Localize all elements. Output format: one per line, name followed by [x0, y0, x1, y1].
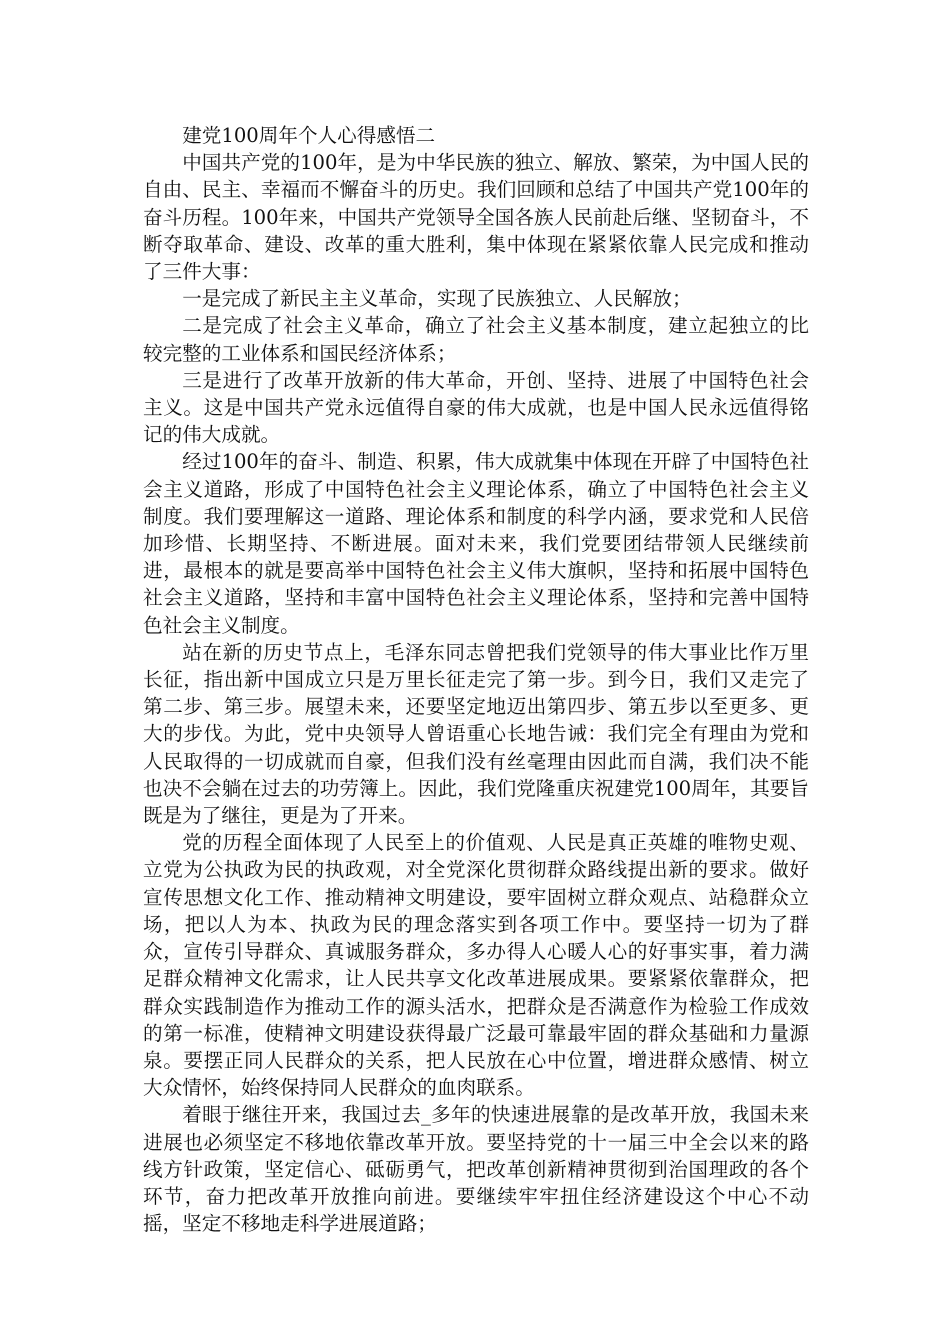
- paragraph-second-event: 二是完成了社会主义革命，确立了社会主义基本制度，建立起独立的比较完整的工业体系和国民经济体系；: [143, 314, 809, 365]
- paragraph-long-march: 站在新的历史节点上，毛泽东同志曾把我们党领导的伟大事业比作万里长征，指出新中国成立只是万里长征走完了第一步。到今日，我们又走完了第二步、第三步。展望未来，还要坚定地迈出第四步、第五步以至更多、更大的步伐。为此，党中央领导人曾语重心长地告诫：我们完全有理由为党和人民取得的一切成就而自豪，但我们没有丝毫理由因此而自满，我们决不能也决不会躺在过去的功劳簿上。因此，我们党隆重庆祝建党100周年，其要旨既是为了继往，更是为了开来。: [143, 640, 809, 828]
- paragraph-people: 党的历程全面体现了人民至上的价值观、人民是真正英雄的唯物史观、立党为公执政为民的执政观，对全党深化贯彻群众路线提出新的要求。做好宣传思想文化工作、推动精神文明建设，要牢固树立群众观点、站稳群众立场，把以人为本、执政为民的理念落实到各项工作中。要坚持一切为了群众，宣传引导群众、真诚服务群众，多办得人心暖人心的好事实事，着力满足群众精神文化需求，让人民共享文化改革进展成果。要紧紧依靠群众，把群众实践制造作为推动工作的源头活水，把群众是否满意作为检验工作成效的第一标准，使精神文明建设获得最广泛最可靠最牢固的群众基础和力量源泉。要摆正同人民群众的关系，把人民放在心中位置，增进群众感情、树立大众情怀，始终保持同人民群众的血肉联系。: [143, 831, 809, 1100]
- paragraph-first-event: 一是完成了新民主主义革命，实现了民族独立、人民解放；: [182, 287, 692, 311]
- document-body: [143, 122, 809, 1237]
- paragraph-achievements: 经过100年的奋斗、制造、积累，伟大成就集中体现在开辟了中国特色社会主义道路，形成了中国特色社会主义理论体系，确立了中国特色社会主义制度。我们要理解这一道路、理论体系和制度的科学内涵，要求党和人民倍加珍惜、长期坚持、不断进展。面对未来，我们党要团结带领人民继续前进，最根本的就是要高举中国特色社会主义伟大旗帜，坚持和拓展中国特色社会主义道路，坚持和丰富中国特色社会主义理论体系，坚持和完善中国特色社会主义制度。: [143, 450, 809, 637]
- paragraph-reform: 着眼于继往开来，我国过去_多年的快速进展靠的是改革开放，我国未来进展也必须坚定不移地依靠改革开放。要坚持党的十一届三中全会以来的路线方针政策，坚定信心、砥砺勇气，把改革创新精神贯彻到治国理政的各个环节，奋力把改革开放推向前进。要继续牢牢扭住经济建设这个中心不动摇，坚定不移地走科学进展道路；: [143, 1103, 809, 1236]
- paragraph-intro: 中国共产党的100年，是为中华民族的独立、解放、繁荣，为中国人民的自由、民主、幸福而不懈奋斗的历史。我们回顾和总结了中国共产党100年的奋斗历程。100年来，中国共产党领导全国各族人民前赴后继、坚韧奋斗，不断夺取革命、建设、改革的重大胜利，集中体现在紧紧依靠人民完成和推动了三件大事：: [143, 151, 809, 284]
- paragraph-third-event: 三是进行了改革开放新的伟大革命，开创、坚持、进展了中国特色社会主义。这是中国共产党永远值得自豪的伟大成就，也是中国人民永远值得铭记的伟大成就。: [143, 368, 809, 447]
- document-title: 建党100周年个人心得感悟二: [182, 124, 436, 147]
